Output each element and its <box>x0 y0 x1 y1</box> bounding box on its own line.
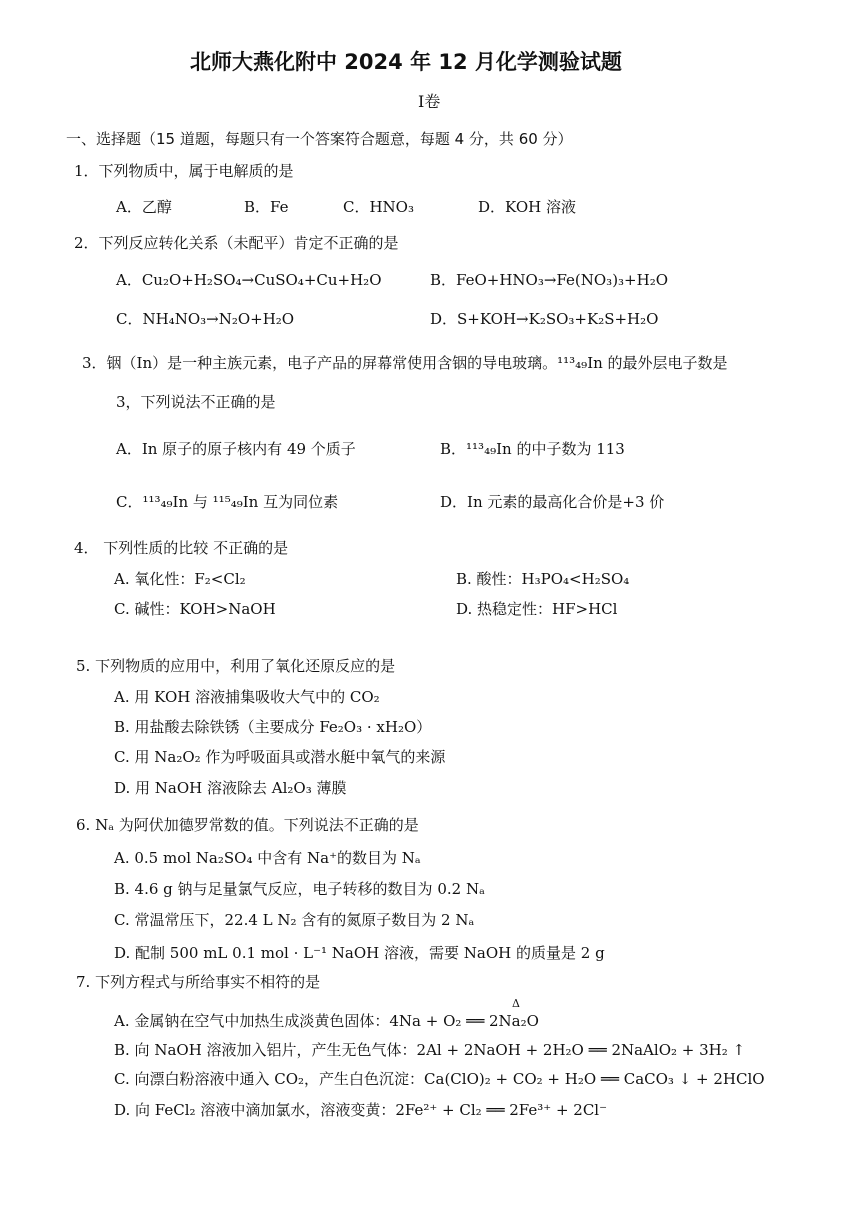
question-4-option-b: B. 酸性：H₃PO₄<H₂SO₄ <box>456 570 630 588</box>
question-6-stem: 6. Nₐ 为阿伏加德罗常数的值。下列说法不正确的是 <box>76 816 419 834</box>
question-4-option-d: D. 热稳定性：HF>HCl <box>456 600 618 618</box>
question-5-option-b: B. 用盐酸去除铁锈（主要成分 Fe₂O₃ · xH₂O） <box>114 718 432 736</box>
question-4-stem: 4． 下列性质的比较 不正确的是 <box>74 539 289 557</box>
question-5-option-c: C. 用 Na₂O₂ 作为呼吸面具或潜水艇中氧气的来源 <box>114 748 446 766</box>
question-1-option-d: D．KOH 溶液 <box>478 198 576 216</box>
question-5-option-a: A. 用 KOH 溶液捕集吸收大气中的 CO₂ <box>114 688 380 706</box>
question-6-option-d: D. 配制 500 mL 0.1 mol · L⁻¹ NaOH 溶液，需要 NaOH 的质量是 2 g <box>114 944 605 962</box>
section-heading: 一、选择题（15 道题，每题只有一个答案符合题意，每题 4 分，共 60 分） <box>66 130 573 148</box>
question-6-option-b: B. 4.6 g 钠与足量氯气反应，电子转移的数目为 0.2 Nₐ <box>114 880 485 898</box>
question-2-option-c: C．NH₄NO₃→N₂O+H₂O <box>116 310 295 328</box>
question-4-option-c: C. 碱性：KOH>NaOH <box>114 600 276 618</box>
question-6-option-c: C. 常温常压下，22.4 L N₂ 含有的氮原子数目为 2 Nₐ <box>114 911 475 929</box>
question-2-stem: 2．下列反应转化关系（未配平）肯定不正确的是 <box>74 234 399 252</box>
question-3-option-d: D．In 元素的最高化合价是+3 价 <box>440 493 665 511</box>
question-7-option-a: A. 金属钠在空气中加热生成淡黄色固体：4Na + O₂ ══ 2Na₂O <box>114 1012 539 1030</box>
question-1-option-b: B．Fe <box>244 198 289 216</box>
question-2-option-b: B．FeO+HNO₃→Fe(NO₃)₃+H₂O <box>430 271 669 289</box>
question-3-stem-line-2: 3，下列说法不正确的是 <box>116 393 276 411</box>
question-2-option-d: D．S+KOH→K₂SO₃+K₂S+H₂O <box>430 310 659 328</box>
question-7-option-d: D. 向 FeCl₂ 溶液中滴加氯水，溶液变黄：2Fe²⁺ + Cl₂ ══ 2Fe³⁺ + 2Cl⁻ <box>114 1101 608 1119</box>
question-3-option-a: A．In 原子的原子核内有 49 个质子 <box>116 440 356 458</box>
heat-condition-mark: Δ <box>512 997 520 1010</box>
question-5-option-d: D. 用 NaOH 溶液除去 Al₂O₃ 薄膜 <box>114 779 347 797</box>
question-3-stem-line-1: 3．铟（In）是一种主族元素，电子产品的屏幕常使用含铟的导电玻璃。¹¹³₄₉In 的最外层电子数是 <box>82 354 728 372</box>
question-3-option-b: B．¹¹³₄₉In 的中子数为 113 <box>440 440 625 458</box>
question-7-stem: 7. 下列方程式与所给事实不相符的是 <box>76 973 321 991</box>
page-subtitle: Ⅰ卷 <box>418 92 441 111</box>
question-7-option-b: B. 向 NaOH 溶液加入铝片，产生无色气体：2Al + 2NaOH + 2H₂O ══ 2NaAlO₂ + 3H₂ ↑ <box>114 1041 746 1059</box>
question-6-option-a: A. 0.5 mol Na₂SO₄ 中含有 Na⁺的数目为 Nₐ <box>114 849 421 867</box>
question-4-option-a: A. 氧化性：F₂<Cl₂ <box>114 570 246 588</box>
page-title: 北师大燕化附中 2024 年 12 月化学测验试题 <box>190 50 622 74</box>
question-1-stem: 1．下列物质中，属于电解质的是 <box>74 162 294 180</box>
question-1-option-c: C．HNO₃ <box>343 198 414 216</box>
question-5-stem: 5. 下列物质的应用中，利用了氧化还原反应的是 <box>76 657 396 675</box>
question-7-option-c: C. 向漂白粉溶液中通入 CO₂，产生白色沉淀：Ca(ClO)₂ + CO₂ + H₂O ══ CaCO₃ ↓ + 2HClO <box>114 1070 765 1088</box>
question-2-option-a: A．Cu₂O+H₂SO₄→CuSO₄+Cu+H₂O <box>116 271 382 289</box>
question-3-option-c: C．¹¹³₄₉In 与 ¹¹⁵₄₉In 互为同位素 <box>116 493 339 511</box>
question-1-option-a: A．乙醇 <box>116 198 172 216</box>
